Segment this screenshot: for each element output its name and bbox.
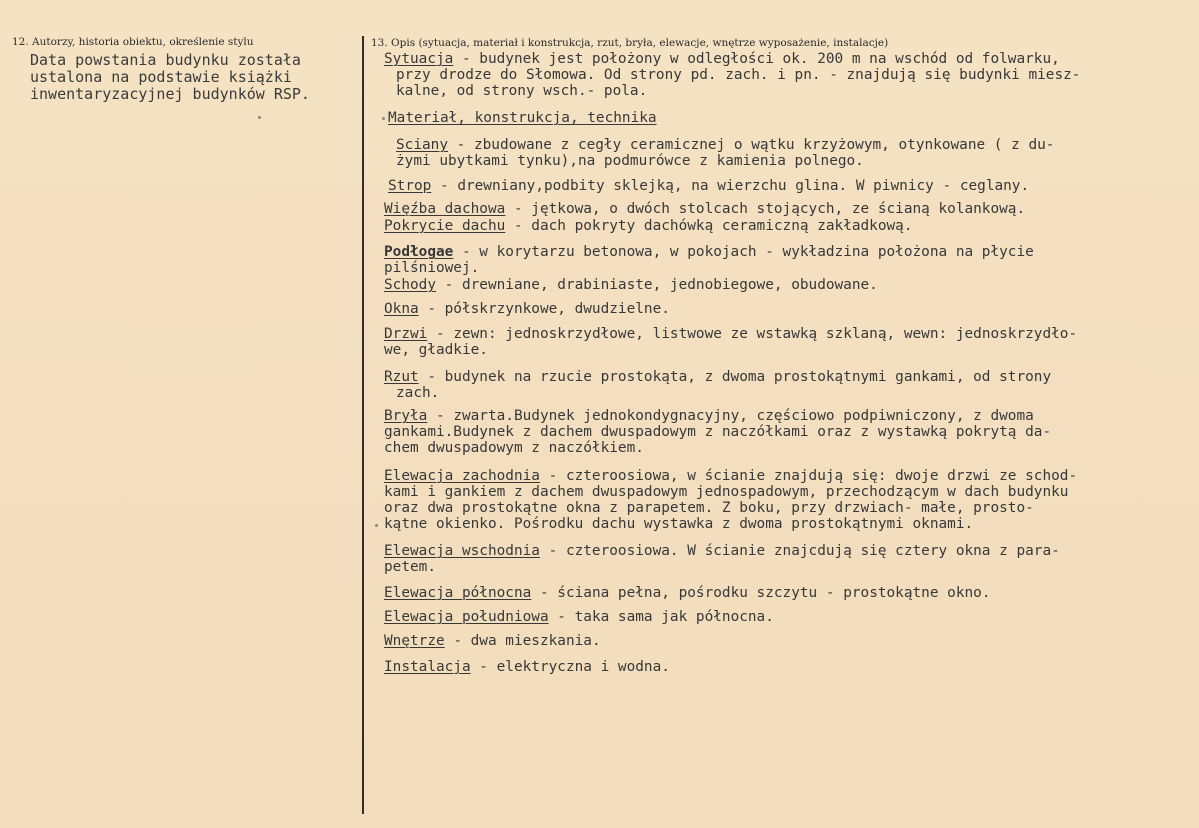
- text-line: przy drodze do Słomowa. Od strony pd. zach. i pn. - znajdują się budynki miesz-: [396, 67, 1081, 83]
- text-line: - drewniane, drabiniaste, jednobiegowe, obudowane.: [435, 277, 878, 293]
- column-divider: [362, 36, 364, 814]
- text-line: żymi ubytkami tynku),na podmurówce z kamienia polnego.: [396, 153, 864, 169]
- heading-sciany: Sciany: [396, 137, 448, 153]
- text-line: pilśniowej.: [384, 260, 480, 276]
- text-line: - czteroosiowa, w ścianie znajdują się: dwoje drzwi ze schod-: [539, 468, 1078, 484]
- heading-elewacja-wschodnia: Elewacja wschodnia: [384, 543, 540, 559]
- text-line: - czteroosiowa. W ścianie znajcdują się cztery okna z para-: [539, 543, 1060, 559]
- left-column-text: [30, 52, 360, 103]
- heading-bryla: Bryła: [384, 408, 428, 424]
- section-strop: [388, 178, 1029, 194]
- ink-speck: [258, 116, 261, 119]
- section-elewacja-zachodnia: [384, 468, 1077, 532]
- heading-elewacja-polnocna: Elewacja północna: [384, 585, 532, 601]
- heading-sytuacja: Sytuacja: [384, 51, 454, 67]
- text-line: - drewniany,podbity sklejką, na wierzchu glina. W piwnicy - ceglany.: [431, 178, 1030, 194]
- left-column-header: 12. Autorzy, historia obiektu, określenie stylu: [12, 36, 254, 48]
- text-line: - ściana pełna, pośrodku szczytu - prostokątne okno.: [531, 585, 991, 601]
- section-elewacja-poludniowa: [384, 609, 774, 625]
- text-line: gankami.Budynek z dachem dwuspadowym z naczółkami oraz z wystawką pokrytą da-: [384, 424, 1052, 440]
- right-column-header: 13. Opis (sytuacja, materiał i konstrukcja, rzut, bryła, elewacje, wnętrze wyposażenie, instalacje): [371, 37, 889, 49]
- section-sciany: [396, 137, 1054, 169]
- heading-wnetrze: Wnętrze: [384, 633, 445, 649]
- text-line: - elektryczna i wodna.: [470, 659, 670, 675]
- heading-drzwi: Drzwi: [384, 326, 428, 342]
- heading-podlogi: Podłogae: [384, 244, 454, 260]
- text-line: - dwa mieszkania.: [444, 633, 601, 649]
- heading-okna: Okna: [384, 301, 419, 317]
- text-line: petem.: [384, 559, 436, 575]
- text-line: kami i gankiem z dachem dwuspadowym jednospadowym, przechodzącym w dach budynku: [384, 484, 1069, 500]
- text-line: - jętkowa, o dwóch stolcach stojących, ze ścianą kolankową.: [505, 201, 1026, 217]
- heading-pokrycie: Pokrycie dachu: [384, 218, 506, 234]
- text-line: - taka sama jak północna.: [548, 609, 774, 625]
- text-line: - budynek na rzucie prostokąta, z dwoma prostokątnymi gankami, od strony: [418, 369, 1052, 385]
- section-okna: [384, 301, 670, 317]
- heading-strop: Strop: [388, 178, 432, 194]
- heading-elewacja-zachodnia: Elewacja zachodnia: [384, 468, 540, 484]
- ink-speck: [375, 524, 378, 527]
- section-instalacja: [384, 659, 670, 675]
- text-line: kalne, od strony wsch.- pola.: [396, 83, 648, 99]
- text-line: - dach pokryty dachówką ceramiczną zakładkową.: [505, 218, 913, 234]
- left-text-line: inwentaryzacyjnej budynków RSP.: [30, 85, 310, 103]
- text-line: kątne okienko. Pośrodku dachu wystawka z dwoma prostokątnymi oknami.: [384, 516, 974, 532]
- ink-speck: [382, 117, 385, 120]
- heading-wiezba: Więźba dachowa: [384, 201, 506, 217]
- text-line: - zwarta.Budynek jednokondygnacyjny, częściowo podpiwniczony, z dwoma: [427, 408, 1034, 424]
- section-drzwi: [384, 326, 1077, 358]
- section-schody: [384, 277, 878, 293]
- text-line: - budynek jest położony w odległości ok. 200 m na wschód od folwarku,: [453, 51, 1060, 67]
- heading-schody: Schody: [384, 277, 436, 293]
- left-text-line: ustalona na podstawie książki: [30, 68, 292, 86]
- section-elewacja-polnocna: [384, 585, 990, 601]
- section-bryla: [384, 408, 1051, 456]
- section-material: [388, 110, 657, 126]
- text-line: - półskrzynkowe, dwudzielne.: [418, 301, 670, 317]
- text-line: - zbudowane z cegły ceramicznej o wątku krzyżowym, otynkowane ( z du-: [447, 137, 1055, 153]
- heading-elewacja-poludniowa: Elewacja południowa: [384, 609, 549, 625]
- heading-material: Materiał, konstrukcja, technika: [388, 110, 657, 126]
- text-line: we, gładkie.: [384, 342, 488, 358]
- section-elewacja-wschodnia: [384, 543, 1060, 575]
- section-pokrycie: [384, 218, 913, 234]
- section-podlogi: [384, 244, 1034, 276]
- text-line: chem dwuspadowym z naczółkiem.: [384, 440, 644, 456]
- section-wiezba: [384, 201, 1025, 217]
- text-line: - zewn: jednoskrzydłowe, listwowe ze wstawką szklaną, wewn: jednoskrzydło-: [427, 326, 1078, 342]
- text-line: zach.: [396, 385, 440, 401]
- text-line: oraz dwa prostokątne okna z parapetem. Z boku, przy drzwiach- małe, prosto-: [384, 500, 1034, 516]
- section-rzut: [384, 369, 1051, 401]
- section-sytuacja: [384, 51, 1080, 99]
- text-line: - w korytarzu betonowa, w pokojach - wykładzina położona na płycie: [453, 244, 1034, 260]
- section-wnetrze: [384, 633, 601, 649]
- heading-rzut: Rzut: [384, 369, 419, 385]
- heading-instalacja: Instalacja: [384, 659, 471, 675]
- left-text-line: Data powstania budynku została: [30, 51, 301, 69]
